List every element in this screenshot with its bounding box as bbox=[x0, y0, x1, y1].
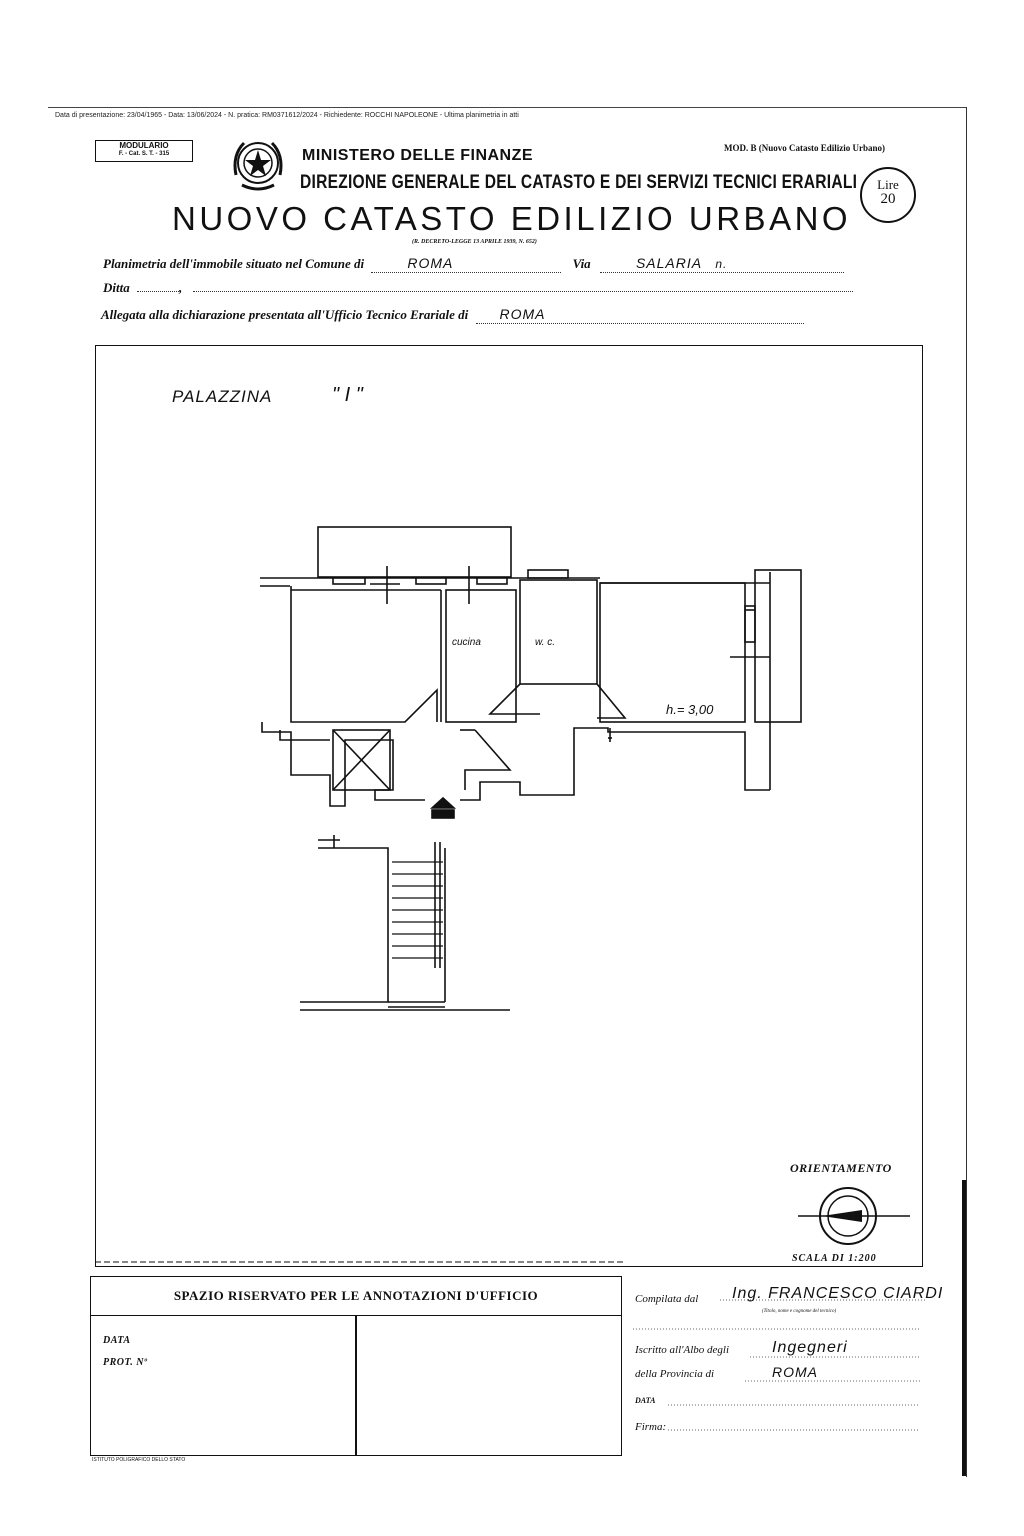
allegata-label: Allegata alla dichiarazione presentata all'Ufficio Tecnico Erariale di bbox=[101, 307, 469, 322]
building-number: " I " bbox=[332, 384, 363, 406]
iscritto-label: Iscritto all'Albo degli bbox=[635, 1344, 730, 1356]
ufficio-value: ROMA bbox=[499, 306, 546, 322]
number-label: n. bbox=[715, 257, 728, 271]
document-title: NUOVO CATASTO EDILIZIO URBANO bbox=[172, 200, 852, 237]
iscritto-value: Ingegneri bbox=[772, 1339, 848, 1356]
room-label-cucina: cucina bbox=[452, 637, 481, 648]
modulario-title: MODULARIO bbox=[119, 141, 169, 150]
decree-reference: (R. DECRETO-LEGGE 13 APRILE 1939, N. 652) bbox=[412, 239, 537, 245]
room-label-wc: w. c. bbox=[535, 637, 556, 648]
submission-info-strip: Data di presentazione: 23/04/1965 - Data: 13/06/2024 - N. pratica: RM0371612/2024 - Richiedente: ROCCHI NAPOLEONE - Ultima planimetria in atti bbox=[55, 112, 519, 119]
scale-label: SCALA DI 1:200 bbox=[792, 1253, 877, 1264]
compilata-value: Ing. FRANCESCO CIARDI bbox=[732, 1285, 944, 1302]
modulario-code: F. - Cat. S. T. - 315 bbox=[118, 151, 170, 157]
ditta-row: Ditta , bbox=[103, 280, 853, 296]
model-label: MOD. B (Nuovo Catasto Edilizio Urbano) bbox=[724, 143, 886, 153]
office-annotations-divider bbox=[355, 1316, 357, 1456]
floor-plan-walls bbox=[260, 527, 801, 1010]
compilata-note: (Titolo, nome e cognome del tecnico) bbox=[762, 1309, 837, 1314]
directorate-name: DIREZIONE GENERALE DEL CATASTO E DEI SERVIZI TECNICI ERARIALI bbox=[300, 172, 858, 193]
firma-label: Firma: bbox=[635, 1421, 667, 1433]
provincia-label: della Provincia di bbox=[635, 1368, 715, 1380]
ditta-label: Ditta bbox=[103, 280, 130, 295]
via-value: SALARIA bbox=[635, 255, 703, 271]
ministry-name: MINISTERO DELLE FINANZE bbox=[302, 147, 534, 164]
via-label: Via bbox=[572, 256, 591, 271]
stamp-lire-value: 20 bbox=[880, 191, 896, 207]
office-annotations-heading: SPAZIO RISERVATO PER LE ANNOTAZIONI D'UFFICIO bbox=[90, 1276, 622, 1316]
compiler-date-label: DATA bbox=[635, 1396, 656, 1405]
office-prot-label: PROT. Nº bbox=[103, 1357, 148, 1368]
building-label: PALAZZINA bbox=[172, 387, 273, 406]
compass-icon bbox=[798, 1188, 910, 1244]
stamp-lire-label: Lire bbox=[877, 177, 899, 192]
planimetria-label: Planimetria dell'immobile situato nel Comune di bbox=[103, 256, 365, 271]
comune-value: ROMA bbox=[407, 255, 454, 271]
office-date-label: DATA bbox=[103, 1335, 131, 1346]
printer-credit: ISTITUTO POLIGRAFICO DELLO STATO bbox=[92, 1457, 186, 1463]
provincia-value: ROMA bbox=[772, 1364, 818, 1380]
compilata-label: Compilata dal bbox=[635, 1293, 699, 1305]
ceiling-height-label: h.= 3,00 bbox=[666, 702, 714, 717]
orientation-label: ORIENTAMENTO bbox=[790, 1161, 892, 1175]
